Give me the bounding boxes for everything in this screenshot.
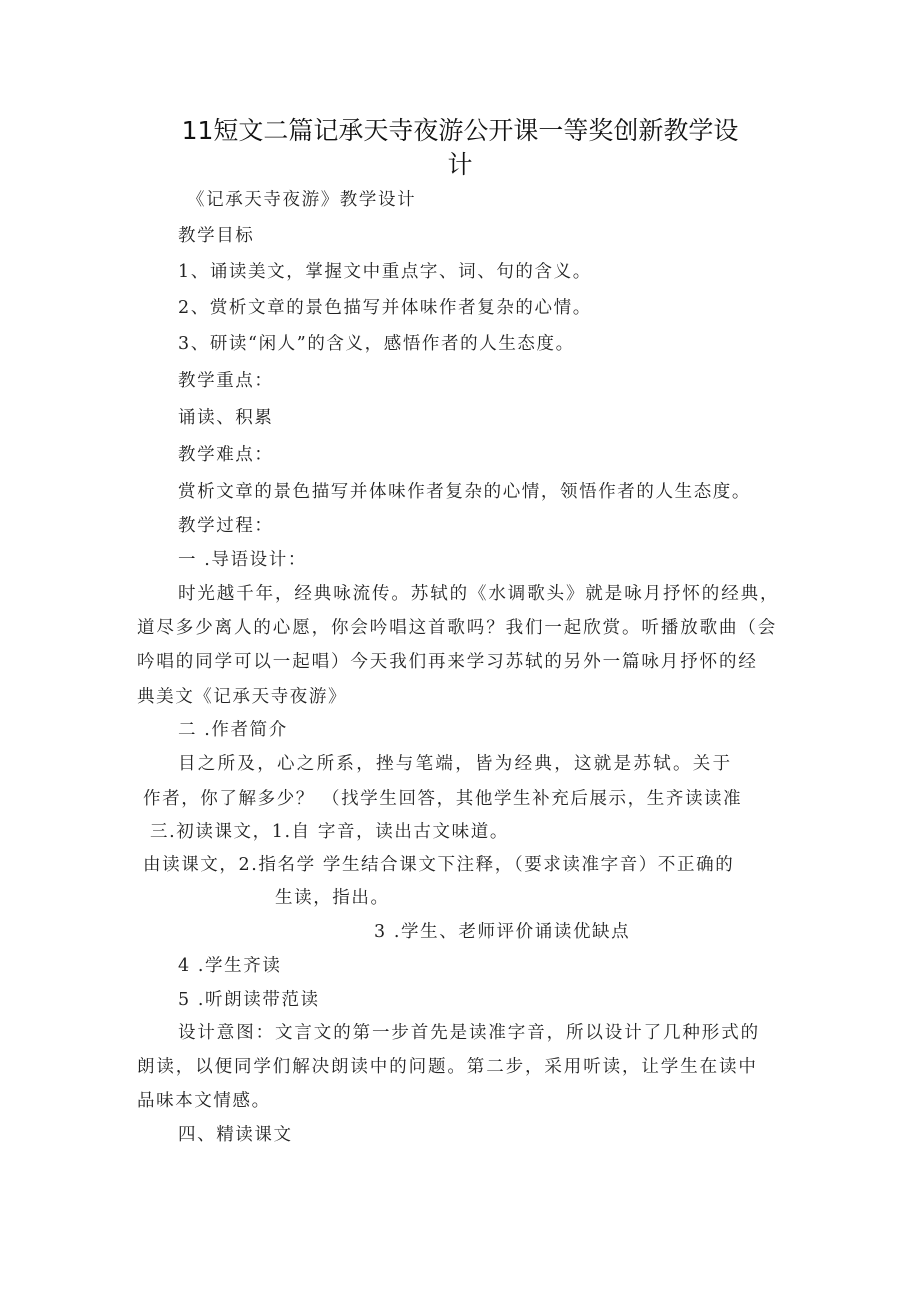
teaching-goal-item: 1、诵读美文，掌握文中重点字、词、句的含义。 (178, 262, 592, 282)
teaching-goal-item: 2、赏析文章的景色描写并体味作者复杂的心情。 (178, 298, 592, 318)
first-reading-line: 由读课文，2.指名学 学生结合课文下注释，（要求读准字音）不正确的 (143, 855, 735, 875)
teaching-goal-item: 3、研读“闲人”的含义，感悟作者的人生态度。 (178, 334, 575, 354)
teaching-goals-label: 教学目标 (178, 226, 255, 246)
lesson-plan-heading: 《记承天寺夜游》教学设计 (187, 190, 417, 210)
teaching-difficulty-label: 教学难点： (178, 445, 274, 465)
author-paragraph-line: 作者，你了解多少？ （找学生回答，其他学生补充后展示，生齐读读准 (143, 789, 743, 809)
first-reading-line: 生读，指出。 (275, 888, 390, 908)
reading-step-4: 4 .学生齐读 (178, 956, 282, 976)
teaching-key-text: 诵读、积累 (178, 408, 274, 428)
teaching-process-label: 教学过程： (178, 516, 274, 536)
document-title-line-2: 计 (447, 150, 473, 179)
design-intent-line: 品味本文情感。 (137, 1091, 271, 1111)
intro-paragraph-line: 典美文《记承天寺夜游》 (137, 687, 348, 707)
section-4-label: 四、精读课文 (178, 1125, 293, 1145)
reading-step-3: 3 .学生、老师评价诵读优缺点 (374, 922, 631, 942)
intro-paragraph-line: 时光越千年，经典咏流传。苏轼的《水调歌头》就是咏月抒怀的经典， (178, 584, 780, 604)
intro-paragraph-line: 吟唱的同学可以一起唱）今天我们再来学习苏轼的另外一篇咏月抒怀的经 (137, 652, 758, 672)
reading-step-5: 5 .听朗读带范读 (178, 990, 320, 1010)
design-intent-line: 朗读，以便同学们解决朗读中的问题。第二步，采用听读，让学生在读中 (137, 1057, 758, 1077)
design-intent-line: 设计意图：文言文的第一步首先是读准字音，所以设计了几种形式的 (178, 1023, 760, 1043)
author-paragraph-line: 目之所及，心之所系，挫与笔端，皆为经典，这就是苏轼。关于 (178, 754, 733, 774)
teaching-key-label: 教学重点： (178, 371, 274, 391)
section-2-label: 二 .作者简介 (178, 720, 288, 740)
teaching-difficulty-text: 赏析文章的景色描写并体味作者复杂的心情，领悟作者的人生态度。 (178, 482, 751, 502)
intro-paragraph-line: 道尽多少离人的心愿，你会吟唱这首歌吗？我们一起欣赏。听播放歌曲（会 (137, 618, 778, 638)
first-reading-line: 三.初读课文，1.自 字音，读出古文味道。 (150, 822, 509, 842)
section-1-label: 一 .导语设计： (178, 550, 307, 570)
document-title-line-1: 11短文二篇记承天寺夜游公开课一等奖创新教学设 (181, 116, 739, 145)
